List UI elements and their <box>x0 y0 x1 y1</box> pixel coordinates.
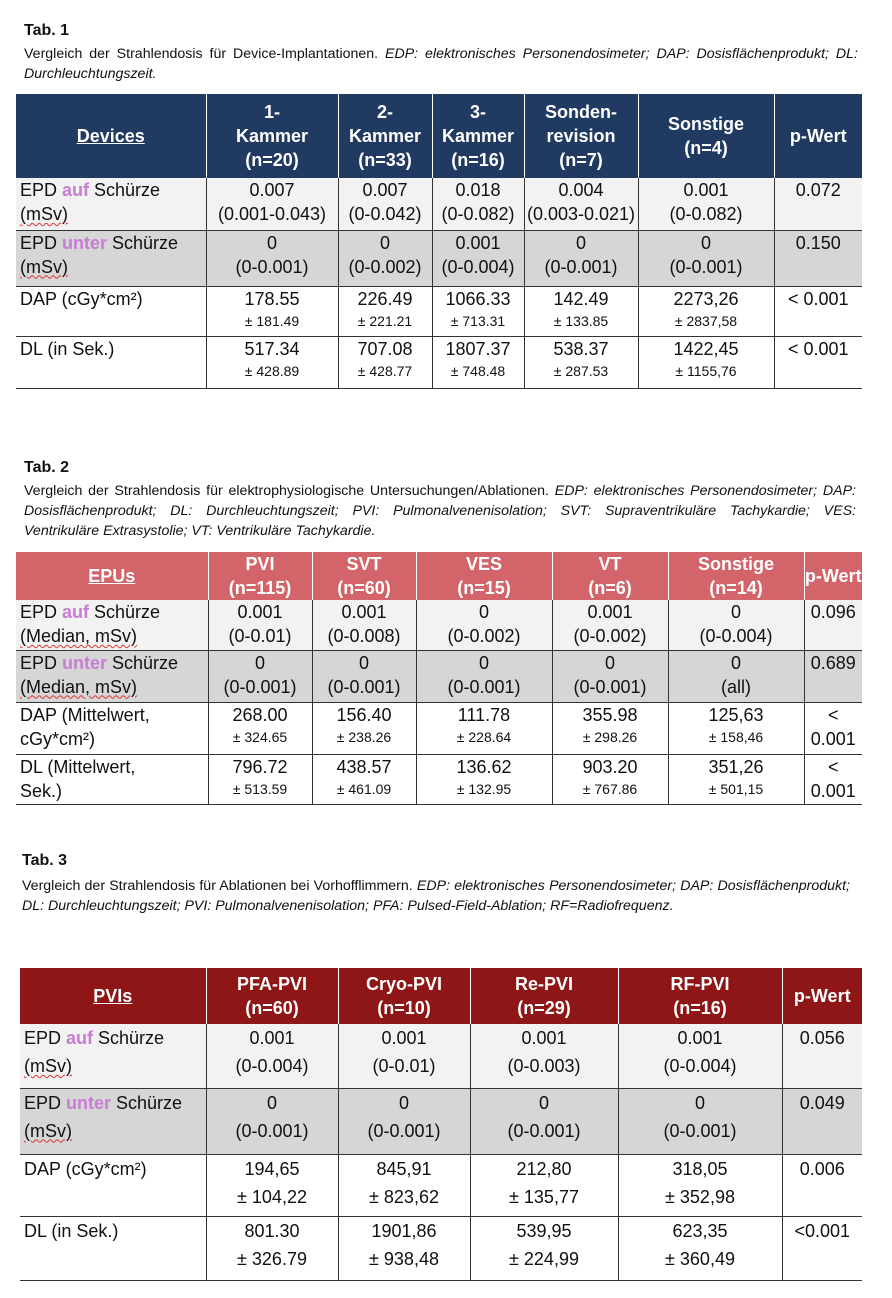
value-cell <box>208 600 312 650</box>
cell-value: 0 <box>730 602 741 622</box>
value-cell <box>206 336 338 388</box>
column-header: Sonden- revision (n=7) <box>524 94 638 178</box>
label-highlight: auf <box>66 1028 94 1048</box>
row-label: DAP (Mittelwert, cGy*cm²) <box>16 702 208 754</box>
cell-value: 0.001 <box>381 1028 427 1048</box>
value-cell <box>524 336 638 388</box>
column-header: p-Wert <box>774 94 862 178</box>
value-cell <box>552 754 668 804</box>
cell-range: (0-0.002) <box>348 256 422 277</box>
value-cell <box>432 336 524 388</box>
table-row <box>20 1154 862 1216</box>
cell-range: (0-0.01) <box>228 626 292 646</box>
column-header: PVI (n=115) <box>208 552 312 600</box>
cell-value: 318,05 <box>672 1158 728 1179</box>
cell-value: 142.49 <box>553 288 609 309</box>
value-cell <box>206 286 338 336</box>
cell-value: 194,65 <box>244 1158 300 1179</box>
tab2-caption <box>24 481 856 541</box>
cell-range: (0-0.001) <box>663 1120 737 1141</box>
cell-range: (0-0.042) <box>348 204 422 224</box>
cell-value: 903.20 <box>582 756 638 777</box>
cell-range: ± 224,99 <box>509 1248 579 1269</box>
cell-value: 156.40 <box>336 704 392 725</box>
value-cell <box>416 600 552 650</box>
tab3-caption <box>22 876 850 916</box>
column-header: p-Wert <box>782 968 862 1024</box>
cell-range: ± 428.77 <box>357 362 413 379</box>
cell-range: (0-0.001) <box>223 676 297 697</box>
cell-value: 355.98 <box>582 704 638 725</box>
cell-value: 111.78 <box>457 704 511 725</box>
label-highlight: unter <box>66 1092 112 1113</box>
value-cell <box>668 702 804 754</box>
column-header: VT (n=6) <box>552 552 668 600</box>
cell-range: ± 767.86 <box>582 780 638 797</box>
p-value: 0.006 <box>782 1154 862 1216</box>
value-cell <box>618 1216 782 1280</box>
cell-value: 0 <box>538 1092 549 1113</box>
cell-value: 0 <box>694 1092 705 1113</box>
cell-value: 623,35 <box>672 1220 728 1241</box>
value-cell <box>524 286 638 336</box>
row-label: EPD unter Schürze (mSv) <box>20 1088 206 1154</box>
cell-range: (0-0.001) <box>327 676 401 697</box>
cell-range: (0-0.004) <box>441 256 515 277</box>
cell-value: 0.001 <box>455 232 501 253</box>
value-cell <box>338 1216 470 1280</box>
value-cell <box>668 600 804 650</box>
cell-range: ± 938,48 <box>369 1248 439 1269</box>
cell-range: ± 1155,76 <box>675 362 737 379</box>
value-cell <box>524 230 638 286</box>
cell-value: 178.55 <box>244 288 300 309</box>
cell-value: 0.001 <box>237 602 283 622</box>
table-row <box>16 702 862 754</box>
cell-value: 1066.33 <box>445 288 511 309</box>
cell-range: (0-0.003) <box>507 1056 581 1076</box>
cell-value: 1807.37 <box>445 338 511 359</box>
cell-range: ± 352,98 <box>665 1186 735 1207</box>
cell-range: ± 428.89 <box>244 362 300 379</box>
table-row <box>16 650 862 702</box>
value-cell <box>432 230 524 286</box>
value-cell <box>416 754 552 804</box>
column-header: SVT (n=60) <box>312 552 416 600</box>
tab3-caption-italic: EDP: elektronisches Personendosimeter; DAP: Dosisflächenprodukt; DL: Durchleuchtungszeit; PVI: Pulmonalvenenisolation; PFA: Pulsed-Field-Ablation; RF=Radiofrequenz. <box>22 878 850 914</box>
cell-value: 125,63 <box>708 704 764 725</box>
cell-range: ± 2837,58 <box>674 312 738 329</box>
row-label: DL (in Sek.) <box>16 336 206 388</box>
row-label: EPD unter Schürze (Median, mSv) <box>16 650 208 702</box>
label-unit: (Median, mSv) <box>20 626 138 646</box>
cell-range: (0-0.082) <box>669 204 743 224</box>
cell-value: 0.007 <box>249 180 295 200</box>
cell-range: (0.003-0.021) <box>526 204 636 224</box>
column-header: 2- Kammer (n=33) <box>338 94 432 178</box>
label-unit: (mSv) <box>24 1056 72 1076</box>
p-value: 0.096 <box>804 600 862 650</box>
cell-range: ± 360,49 <box>665 1248 735 1269</box>
cell-range: ± 228.64 <box>456 728 512 745</box>
table-row <box>20 1024 862 1088</box>
cell-range: (0-0.002) <box>573 626 647 646</box>
tab2-caption-italic: EDP: elektronisches Personendosimeter; DAP: Dosisflächenprodukt; DL: Durchleuchtungszeit; PVI: Pulmonalvenenisolation; SVT: Supraventrikuläre Tachykardie; VES: Ventrikuläre Extrasystolie; VT: Ventrikuläre Tachykardie. <box>24 483 856 539</box>
p-value: <0.001 <box>782 1216 862 1280</box>
cell-range: (0-0.001) <box>573 676 647 697</box>
column-header: Sonstige (n=4) <box>638 94 774 178</box>
label-unit: (Median, mSv) <box>20 676 138 697</box>
value-cell <box>338 1154 470 1216</box>
cell-range: ± 238.26 <box>336 728 392 745</box>
value-cell <box>208 702 312 754</box>
cell-value: 0 <box>478 602 489 622</box>
cell-range: (0-0.004) <box>699 626 773 646</box>
row-label: EPD auf Schürze (Median, mSv) <box>16 600 208 650</box>
row-label: DL (in Sek.) <box>20 1216 206 1280</box>
value-cell <box>312 702 416 754</box>
table-1 <box>16 94 862 389</box>
value-cell <box>338 230 432 286</box>
value-cell <box>638 230 774 286</box>
value-cell <box>206 1088 338 1154</box>
tab1-caption-italic: EDP: elektronisches Personendosimeter; DAP: Dosisflächenprodukt; DL: Durchleuchtungszeit. <box>24 46 858 82</box>
value-cell <box>470 1216 618 1280</box>
cell-range: ± 748.48 <box>450 362 506 379</box>
value-cell <box>312 600 416 650</box>
value-cell <box>206 230 338 286</box>
value-cell <box>206 178 338 230</box>
value-cell <box>338 178 432 230</box>
cell-value: 0.001 <box>341 602 387 622</box>
tab3-title: Tab. 3 <box>22 852 68 869</box>
p-value: 0.056 <box>782 1024 862 1088</box>
row-label: DAP (cGy*cm²) <box>16 286 206 336</box>
cell-range: ± 461.09 <box>336 780 392 797</box>
cell-value: 0 <box>266 232 277 253</box>
row-label: EPD auf Schürze (mSv) <box>20 1024 206 1088</box>
cell-range: (0.001-0.043) <box>217 204 327 224</box>
cell-range: ± 104,22 <box>237 1186 307 1207</box>
value-cell <box>638 286 774 336</box>
value-cell <box>312 650 416 702</box>
value-cell <box>338 286 432 336</box>
table-3 <box>20 968 862 1281</box>
cell-range: (0-0.001) <box>447 676 521 697</box>
value-cell <box>432 286 524 336</box>
table-row <box>16 600 862 650</box>
cell-range: ± 221.21 <box>357 312 413 329</box>
column-header: Re-PVI (n=29) <box>470 968 618 1024</box>
label-highlight: unter <box>62 652 108 673</box>
cell-range: ± 158,46 <box>708 728 764 745</box>
cell-range: ± 133.85 <box>553 312 609 329</box>
cell-value: 517.34 <box>244 338 300 359</box>
tab1-caption <box>24 44 858 84</box>
cell-range: ± 132.95 <box>456 780 512 797</box>
value-cell <box>312 754 416 804</box>
row-label: DAP (cGy*cm²) <box>20 1154 206 1216</box>
value-cell <box>206 1216 338 1280</box>
column-header: VES (n=15) <box>416 552 552 600</box>
cell-value: 707.08 <box>357 338 413 359</box>
cell-range: ± 713.31 <box>450 312 506 329</box>
value-cell <box>470 1088 618 1154</box>
cell-value: 0 <box>604 652 615 673</box>
label-highlight: unter <box>62 232 108 253</box>
cell-range: (0-0.002) <box>447 626 521 646</box>
value-cell <box>618 1154 782 1216</box>
cell-value: 539,95 <box>516 1220 572 1241</box>
cell-range: (0-0.001) <box>367 1120 441 1141</box>
cell-range: (0-0.082) <box>441 204 515 224</box>
p-value: 0.072 <box>774 178 862 230</box>
p-value: 0.689 <box>804 650 862 702</box>
column-header: Cryo-PVI (n=10) <box>338 968 470 1024</box>
value-cell <box>552 650 668 702</box>
cell-range: (0-0.01) <box>372 1056 436 1076</box>
tab3-caption-plain: Vergleich der Strahlendosis für Ablationen bei Vorhofflimmern. <box>22 878 417 894</box>
column-header: Sonstige (n=14) <box>668 552 804 600</box>
cell-range: ± 324.65 <box>232 728 288 745</box>
tab2-caption-plain: Vergleich der Strahlendosis für elektrophysiologische Untersuchungen/Ablationen. <box>24 483 555 499</box>
cell-value: 0.001 <box>587 602 633 622</box>
cell-value: 438.57 <box>336 756 392 777</box>
value-cell <box>552 600 668 650</box>
value-cell <box>618 1024 782 1088</box>
cell-value: 0 <box>358 652 369 673</box>
cell-value: 212,80 <box>516 1158 572 1179</box>
p-value: < 0.001 <box>804 754 862 804</box>
tab1-caption-plain: Vergleich der Strahlendosis für Device-Implantationen. <box>24 46 386 62</box>
value-cell <box>470 1024 618 1088</box>
cell-value: 0.004 <box>558 180 604 200</box>
p-value: 0.150 <box>774 230 862 286</box>
cell-range: (all) <box>721 676 751 697</box>
cell-value: 845,91 <box>376 1158 432 1179</box>
cell-value: 796.72 <box>232 756 288 777</box>
cell-value: 136.62 <box>456 756 512 777</box>
label-unit: (mSv) <box>24 1120 72 1141</box>
label-unit: (mSv) <box>20 256 68 277</box>
cell-value: 268.00 <box>232 704 288 725</box>
cell-value: 0 <box>730 652 741 673</box>
value-cell <box>206 1024 338 1088</box>
value-cell <box>208 754 312 804</box>
table-row <box>20 1088 862 1154</box>
cell-range: ± 501,15 <box>708 780 764 797</box>
value-cell <box>552 702 668 754</box>
table-row <box>16 286 862 336</box>
column-header: p-Wert <box>804 552 862 600</box>
value-cell <box>638 336 774 388</box>
value-cell <box>208 650 312 702</box>
value-cell <box>524 178 638 230</box>
cell-value: 0 <box>478 652 489 673</box>
cell-range: (0-0.004) <box>663 1056 737 1076</box>
value-cell <box>668 650 804 702</box>
cell-value: 801.30 <box>244 1220 300 1241</box>
p-value: < 0.001 <box>804 702 862 754</box>
cell-value: 1422,45 <box>673 338 739 359</box>
value-cell <box>416 702 552 754</box>
cell-value: 0 <box>254 652 265 673</box>
value-cell <box>206 1154 338 1216</box>
cell-range: (0-0.001) <box>669 256 743 277</box>
cell-value: 351,26 <box>708 756 764 777</box>
cell-range: ± 298.26 <box>582 728 638 745</box>
row-label: DL (Mittelwert, Sek.) <box>16 754 208 804</box>
row-label: EPD unter Schürze (mSv) <box>16 230 206 286</box>
value-cell <box>338 1088 470 1154</box>
cell-range: (0-0.001) <box>507 1120 581 1141</box>
value-cell <box>338 1024 470 1088</box>
cell-range: (0-0.008) <box>327 626 401 646</box>
cell-value: 0 <box>398 1092 409 1113</box>
column-header: RF-PVI (n=16) <box>618 968 782 1024</box>
cell-value: 0.007 <box>362 180 408 200</box>
value-cell <box>470 1154 618 1216</box>
p-value: < 0.001 <box>774 336 862 388</box>
value-cell <box>338 336 432 388</box>
table-header-label: EPUs <box>16 552 208 600</box>
table-row <box>16 754 862 804</box>
cell-range: ± 181.49 <box>244 312 300 329</box>
cell-value: 0.001 <box>677 1028 723 1048</box>
column-header: 3- Kammer (n=16) <box>432 94 524 178</box>
cell-range: ± 326.79 <box>237 1248 307 1269</box>
label-highlight: auf <box>62 602 90 622</box>
cell-range: (0-0.001) <box>544 256 618 277</box>
label-unit: (mSv) <box>20 204 68 224</box>
cell-value: 0.001 <box>683 180 729 200</box>
cell-value: 0.001 <box>521 1028 567 1048</box>
table-row <box>20 1216 862 1280</box>
p-value: < 0.001 <box>774 286 862 336</box>
row-label: EPD auf Schürze (mSv) <box>16 178 206 230</box>
label-highlight: auf <box>62 180 90 200</box>
table-header-label: Devices <box>16 94 206 178</box>
value-cell <box>638 178 774 230</box>
cell-range: ± 823,62 <box>369 1186 439 1207</box>
cell-range: (0-0.001) <box>235 256 309 277</box>
cell-value: 0 <box>700 232 711 253</box>
p-value: 0.049 <box>782 1088 862 1154</box>
cell-value: 0 <box>379 232 390 253</box>
cell-value: 0 <box>266 1092 277 1113</box>
cell-value: 2273,26 <box>673 288 739 309</box>
table-2 <box>16 552 862 805</box>
cell-value: 0.018 <box>455 180 501 200</box>
cell-range: ± 287.53 <box>553 362 609 379</box>
table-row <box>16 336 862 388</box>
value-cell <box>416 650 552 702</box>
cell-value: 0 <box>575 232 586 253</box>
cell-value: 0.001 <box>249 1028 295 1048</box>
table-row <box>16 230 862 286</box>
tab2-title: Tab. 2 <box>24 459 70 476</box>
cell-range: (0-0.004) <box>235 1056 309 1076</box>
cell-value: 226.49 <box>357 288 413 309</box>
cell-range: ± 135,77 <box>509 1186 579 1207</box>
table-row <box>16 178 862 230</box>
column-header: 1- Kammer (n=20) <box>206 94 338 178</box>
value-cell <box>432 178 524 230</box>
cell-value: 538.37 <box>553 338 609 359</box>
table-header-label: PVIs <box>20 968 206 1024</box>
column-header: PFA-PVI (n=60) <box>206 968 338 1024</box>
value-cell <box>668 754 804 804</box>
tab1-title: Tab. 1 <box>24 22 70 39</box>
cell-range: (0-0.001) <box>235 1120 309 1141</box>
cell-range: ± 513.59 <box>232 780 288 797</box>
value-cell <box>618 1088 782 1154</box>
cell-value: 1901,86 <box>371 1220 437 1241</box>
